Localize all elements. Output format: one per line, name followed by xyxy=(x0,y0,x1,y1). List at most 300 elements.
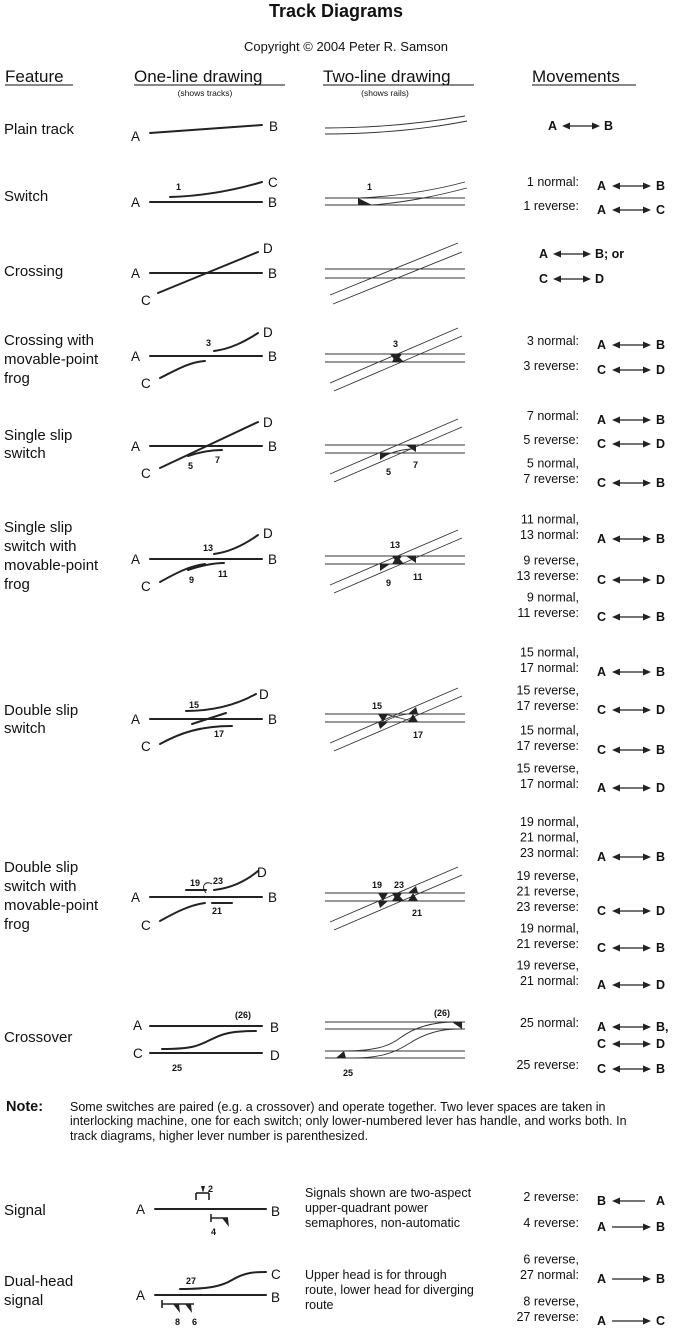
end-a: A xyxy=(136,1202,146,1217)
page-title: Track Diagrams xyxy=(268,1,404,21)
end-b: B xyxy=(268,712,278,727)
feature-label: movable-point xyxy=(4,557,99,574)
movement-to: D xyxy=(656,437,666,451)
lever-number: 21 xyxy=(212,906,223,916)
lever-number: 19 xyxy=(190,878,201,888)
end-b: B xyxy=(268,439,278,454)
switch-points xyxy=(378,722,388,729)
lever-number: 11 xyxy=(218,569,228,579)
movement-from: C xyxy=(597,904,607,918)
movement-condition: 1 normal: xyxy=(526,175,579,189)
note xyxy=(6,1099,627,1143)
rail xyxy=(360,182,465,198)
movement-from: A xyxy=(597,978,607,992)
arrow-head-icon xyxy=(612,785,620,792)
arrow-head-icon xyxy=(643,207,651,214)
movement-condition: 27 reverse: xyxy=(516,1310,579,1324)
feature-label: frog xyxy=(4,576,30,593)
movement-to: B xyxy=(656,743,666,757)
rail xyxy=(352,1029,458,1058)
lever-number: 13 xyxy=(203,543,214,553)
arrow-head-icon xyxy=(643,480,651,487)
end-c: C xyxy=(141,579,151,594)
signal-description: upper-quadrant power xyxy=(305,1201,428,1215)
arrow-head-icon xyxy=(612,982,620,989)
feature-label: switch xyxy=(4,445,46,462)
switch-points xyxy=(336,1051,346,1058)
note-heading: Note: xyxy=(6,1099,44,1115)
end-b: B xyxy=(268,195,278,210)
header-two-line: Two-line drawing xyxy=(323,67,451,86)
arrow-head-icon xyxy=(643,614,651,621)
track-lower xyxy=(160,903,205,921)
end-c: C xyxy=(133,1046,143,1061)
movement-from: A xyxy=(597,665,607,679)
movement-to: B xyxy=(604,119,614,133)
arrow-head-icon xyxy=(612,908,620,915)
feature-label: switch xyxy=(4,720,46,737)
feature-label: Double slip xyxy=(4,702,79,719)
arrow-head-icon xyxy=(643,1024,651,1031)
feature-label: switch with xyxy=(4,538,77,555)
arrow-head-icon xyxy=(643,342,651,349)
movement-from: C xyxy=(597,363,607,377)
lever-number: 1 xyxy=(176,182,182,192)
switch-points xyxy=(406,556,416,563)
end-d: D xyxy=(259,687,269,702)
movement-condition: 9 reverse, xyxy=(523,553,579,568)
note-line: track diagrams, higher lever number is parenthesized. xyxy=(70,1129,369,1143)
movement xyxy=(516,1058,665,1076)
end-c: C xyxy=(141,466,151,481)
movement xyxy=(523,199,665,217)
end-b: B xyxy=(268,349,278,364)
movement-to: B xyxy=(656,179,666,193)
arrow-head-icon xyxy=(583,276,591,283)
movement xyxy=(539,247,624,261)
movement xyxy=(527,175,665,193)
movement-condition: 19 normal, xyxy=(519,815,579,829)
switch-points xyxy=(406,445,416,452)
lever-number: 17 xyxy=(413,730,424,740)
movement-from: B xyxy=(597,1194,607,1208)
feature-label: Signal xyxy=(4,1202,46,1219)
movement-from: C xyxy=(597,573,607,587)
row-crossing-movable-point-frog xyxy=(4,325,665,391)
movement-to: D xyxy=(656,781,666,795)
feature-label: Plain track xyxy=(4,121,75,138)
dual-head-semaphore-icon xyxy=(162,1300,194,1313)
movement-from: A xyxy=(539,247,549,261)
arrow-head-icon xyxy=(643,854,651,861)
end-a: A xyxy=(131,129,141,144)
end-a: A xyxy=(131,712,141,727)
lever-number: 7 xyxy=(215,455,221,465)
arrow-head-icon xyxy=(643,908,651,915)
movement xyxy=(516,1295,665,1329)
movement xyxy=(516,922,665,956)
movement-from: A xyxy=(597,850,607,864)
switch-points xyxy=(378,901,388,908)
movement-condition: 6 reverse, xyxy=(523,1252,579,1267)
movement-condition: 17 normal: xyxy=(519,661,579,675)
semaphore-icon xyxy=(211,1214,229,1227)
movement-to: B, xyxy=(656,1020,669,1034)
feature-label: Dual-head xyxy=(4,1273,74,1290)
end-d: D xyxy=(263,241,273,256)
movement-from: A xyxy=(597,781,607,795)
rail xyxy=(344,1022,455,1051)
header-two-line-sub: (shows rails) xyxy=(361,88,409,98)
movement-from: C xyxy=(597,941,607,955)
lever-number: (26) xyxy=(235,1010,252,1020)
movement xyxy=(527,409,665,427)
movement xyxy=(516,684,665,718)
movement-from: A xyxy=(548,119,558,133)
movement xyxy=(520,815,665,864)
movement-to: B; or xyxy=(595,247,625,261)
feature-label: Crossing xyxy=(4,263,64,280)
end-a: A xyxy=(131,349,141,364)
arrow-head-icon xyxy=(643,577,651,584)
movement-to: B xyxy=(656,1272,666,1286)
movement-from: A xyxy=(597,1314,607,1328)
movement-to: D xyxy=(656,904,666,918)
arrow-head-icon xyxy=(612,1198,620,1205)
movement xyxy=(523,433,665,451)
track-line xyxy=(150,125,262,133)
row-dual-head-signal xyxy=(4,1253,665,1329)
dual-description: route xyxy=(305,1298,334,1312)
header-movements: Movements xyxy=(532,67,620,86)
end-c: C xyxy=(271,1267,281,1282)
arrow-head-icon xyxy=(612,577,620,584)
switch-points xyxy=(378,893,388,901)
arrow-head-icon xyxy=(583,251,591,258)
movement-from: A xyxy=(597,532,607,546)
lever-number: 21 xyxy=(412,908,423,918)
end-b: B xyxy=(271,1204,281,1219)
end-b: B xyxy=(268,266,278,281)
movement-condition: 21 reverse, xyxy=(516,884,579,899)
end-a: A xyxy=(131,552,141,567)
movement-condition: 19 normal, xyxy=(519,921,579,936)
movement-to: B xyxy=(656,1220,666,1234)
feature-label: frog xyxy=(4,370,30,387)
movement-to: A xyxy=(656,1194,666,1208)
arrow-head-icon xyxy=(612,854,620,861)
movement-from: A xyxy=(597,179,607,193)
arrow-head-icon xyxy=(643,982,651,989)
arrow-head-icon xyxy=(612,614,620,621)
switch-points xyxy=(452,1022,462,1029)
arrow-head-icon xyxy=(612,480,620,487)
end-b: B xyxy=(269,119,279,134)
movement-condition: 21 reverse: xyxy=(516,937,579,951)
movement-to: B xyxy=(656,413,666,427)
arrow-head-icon xyxy=(643,536,651,543)
movement xyxy=(520,646,665,680)
movement-from: A xyxy=(597,203,607,217)
movement-condition: 17 reverse: xyxy=(516,739,579,753)
movement-condition: 27 normal: xyxy=(519,1268,579,1282)
movement-to: C xyxy=(656,1314,666,1328)
movement xyxy=(516,959,665,993)
feature-label: Crossing with xyxy=(4,332,95,349)
movement-from: C xyxy=(597,703,607,717)
movement xyxy=(516,869,665,918)
end-a: A xyxy=(133,1018,143,1033)
arrow-head-icon xyxy=(612,707,620,714)
movement-to: B xyxy=(656,665,666,679)
feature-label: frog xyxy=(4,916,30,933)
movement-to: B xyxy=(656,941,666,955)
end-d: D xyxy=(263,415,273,430)
arrow-head-icon xyxy=(612,747,620,754)
movement-condition: 19 reverse, xyxy=(516,958,579,973)
copyright: Copyright © 2004 Peter R. Samson xyxy=(244,39,448,54)
end-c: C xyxy=(141,376,151,391)
movement-to: B xyxy=(656,338,666,352)
movement-condition: 25 normal: xyxy=(519,1016,579,1030)
end-b: B xyxy=(270,1020,280,1035)
movement-to: D xyxy=(656,573,666,587)
arrow-head-icon xyxy=(643,417,651,424)
movement-condition: 17 normal: xyxy=(519,777,579,791)
movement-condition: 3 reverse: xyxy=(523,359,579,373)
lever-number: 15 xyxy=(189,700,200,710)
movement-from: A xyxy=(597,1272,607,1286)
row-double-slip-switch xyxy=(4,646,665,796)
lever-number: 23 xyxy=(213,876,224,886)
movement-condition: 13 normal: xyxy=(519,528,579,542)
movement xyxy=(523,1190,665,1208)
arrow-head-icon xyxy=(612,367,620,374)
end-a: A xyxy=(131,439,141,454)
movement-condition: 17 reverse: xyxy=(516,699,579,713)
lever-number: 3 xyxy=(206,338,212,348)
rail xyxy=(325,116,465,128)
end-a: A xyxy=(136,1288,146,1303)
arrow-head-icon xyxy=(643,1318,651,1325)
movement xyxy=(523,457,665,491)
movement-from: C xyxy=(597,437,607,451)
arrow-head-icon xyxy=(643,669,651,676)
arrow-head-icon xyxy=(612,1041,620,1048)
arrow-head-icon xyxy=(643,707,651,714)
movement-from: C xyxy=(597,1062,607,1076)
end-a: A xyxy=(131,195,141,210)
end-d: D xyxy=(263,526,273,541)
track-crossover xyxy=(162,1031,256,1049)
end-a: A xyxy=(131,266,141,281)
movement-condition: 15 normal, xyxy=(519,645,579,660)
note-line: interlocking machine, one for each switch; only lower-numbered lever has handle, and works both. In xyxy=(70,1114,627,1128)
header-one-line-sub: (shows tracks) xyxy=(177,88,233,98)
movement-to: D xyxy=(656,363,666,377)
rail xyxy=(330,688,458,743)
movement xyxy=(523,1216,665,1234)
arrow-head-icon xyxy=(553,276,561,283)
feature-label: Double slip xyxy=(4,859,79,876)
movement-condition: 7 normal: xyxy=(526,409,579,423)
arrow-head-icon xyxy=(643,1276,651,1283)
arrow-head-icon xyxy=(643,747,651,754)
movement-condition: 5 normal, xyxy=(526,456,579,471)
movement-to: B xyxy=(656,1062,666,1076)
end-c: C xyxy=(141,918,151,933)
feature-label: movable-point xyxy=(4,351,99,368)
arrow-head-icon xyxy=(643,1066,651,1073)
movement xyxy=(523,359,665,377)
track-upper xyxy=(214,333,258,351)
arrow-head-icon xyxy=(612,417,620,424)
movement xyxy=(520,513,665,547)
dual-description: route, lower head for diverging xyxy=(305,1283,474,1297)
movement-condition: 15 normal, xyxy=(519,723,579,738)
movement-condition: 1 reverse: xyxy=(523,199,579,213)
end-b: B xyxy=(268,552,278,567)
switch-points xyxy=(408,886,418,893)
feature-label: Crossover xyxy=(4,1029,73,1046)
lever-number: 5 xyxy=(386,467,392,477)
movement xyxy=(548,119,613,133)
track-upper xyxy=(214,535,258,554)
feature-label: signal xyxy=(4,1292,44,1309)
movement-to: B xyxy=(656,476,666,490)
lever-number: 15 xyxy=(372,701,383,711)
row-double-slip-movable-point-frog xyxy=(4,815,665,992)
lever-number: 2 xyxy=(208,1184,214,1194)
movement-condition: 8 reverse, xyxy=(523,1294,579,1309)
end-c: C xyxy=(141,739,151,754)
arrow-head-icon xyxy=(643,367,651,374)
feature-label: Single slip xyxy=(4,427,73,444)
row-switch xyxy=(4,175,665,217)
end-c: C xyxy=(141,293,151,308)
movement-condition: 11 normal, xyxy=(520,512,579,527)
row-single-slip-switch xyxy=(4,409,665,490)
lever-number: 8 xyxy=(175,1317,181,1327)
end-d: D xyxy=(263,325,273,340)
header-one-line: One-line drawing xyxy=(134,67,263,86)
movement-from: C xyxy=(597,1037,607,1051)
movement-to: D xyxy=(656,978,666,992)
movement-condition: 25 reverse: xyxy=(516,1058,579,1072)
movement-from: A xyxy=(597,1220,607,1234)
movement-condition: 11 reverse: xyxy=(517,606,579,620)
rail xyxy=(334,427,462,482)
end-a: A xyxy=(131,890,141,905)
movement-condition: 7 reverse: xyxy=(523,472,579,486)
movement-from: A xyxy=(597,1020,607,1034)
movement-to: B xyxy=(656,850,666,864)
movement-to: D xyxy=(595,272,605,286)
feature-label: switch with xyxy=(4,878,77,895)
lever-number: 9 xyxy=(189,575,195,585)
arrow-head-icon xyxy=(643,785,651,792)
movement-condition: 23 reverse: xyxy=(516,900,579,914)
lever-number: 13 xyxy=(390,540,401,550)
movement xyxy=(520,1016,669,1034)
row-signal xyxy=(4,1184,665,1237)
movement-condition: 13 reverse: xyxy=(516,569,579,583)
lever-number: 25 xyxy=(343,1068,354,1078)
movement-condition: 15 reverse, xyxy=(516,761,579,776)
lever-number: 27 xyxy=(186,1276,197,1286)
movement-condition: 19 reverse, xyxy=(516,869,579,883)
lever-number: 17 xyxy=(214,729,225,739)
movement xyxy=(539,272,604,286)
end-c: C xyxy=(268,175,278,190)
lever-number: 11 xyxy=(413,572,423,582)
arrow-head-icon xyxy=(612,536,620,543)
track-diverging xyxy=(170,182,262,197)
row-plain-track xyxy=(4,116,613,144)
arrow-head-icon xyxy=(612,669,620,676)
row-single-slip-movable-point-frog xyxy=(4,513,665,625)
feature-label: Switch xyxy=(4,188,49,205)
movement-condition: 15 reverse, xyxy=(516,683,579,698)
lever-number: 3 xyxy=(393,339,399,349)
dual-description: Upper head is for through xyxy=(305,1268,447,1282)
track-lower xyxy=(160,361,205,378)
end-b: B xyxy=(271,1290,281,1305)
movement-condition: 23 normal: xyxy=(519,846,579,860)
lever-number: 23 xyxy=(394,880,405,890)
movement xyxy=(517,591,665,625)
lever-number: 19 xyxy=(372,880,383,890)
signal-description: Signals shown are two-aspect xyxy=(305,1186,472,1200)
lever-number: 4 xyxy=(211,1227,217,1237)
arrow-head-icon xyxy=(643,945,651,952)
arrow-head-icon xyxy=(612,1024,620,1031)
signal-description: semaphores, non-automatic xyxy=(305,1216,460,1230)
lever-number: 6 xyxy=(192,1317,198,1327)
arrow-head-icon xyxy=(612,441,620,448)
movement-condition: 21 normal: xyxy=(519,974,579,988)
arrow-head-icon xyxy=(643,1041,651,1048)
movement-condition: 9 normal, xyxy=(526,590,579,605)
movement xyxy=(597,1037,665,1051)
arrow-head-icon xyxy=(643,1224,651,1231)
movement-condition: 5 reverse: xyxy=(523,433,579,447)
movement-from: A xyxy=(597,338,607,352)
movement-to: B xyxy=(656,532,666,546)
lever-number: 5 xyxy=(188,461,194,471)
lever-number: 25 xyxy=(172,1063,183,1073)
movement xyxy=(516,554,665,588)
movement xyxy=(527,334,665,352)
rail xyxy=(330,419,458,474)
arrow-head-icon xyxy=(612,342,620,349)
lever-number: 9 xyxy=(386,578,392,588)
arrow-head-icon xyxy=(612,207,620,214)
header-feature: Feature xyxy=(5,67,64,86)
movement-to: D xyxy=(656,703,666,717)
arrow-head-icon xyxy=(553,251,561,258)
row-crossing xyxy=(4,241,624,308)
arrow-head-icon xyxy=(612,183,620,190)
arrow-head-icon xyxy=(643,183,651,190)
movement-to: B xyxy=(656,610,666,624)
movement-condition: 2 reverse: xyxy=(523,1190,579,1204)
lever-number: 7 xyxy=(413,460,419,470)
arrow-head-icon xyxy=(592,123,600,130)
movement-from: A xyxy=(597,413,607,427)
note-line: Some switches are paired (e.g. a crossover) and operate together. Two lever spaces are taken in xyxy=(70,1100,606,1114)
row-crossover xyxy=(4,1008,669,1078)
